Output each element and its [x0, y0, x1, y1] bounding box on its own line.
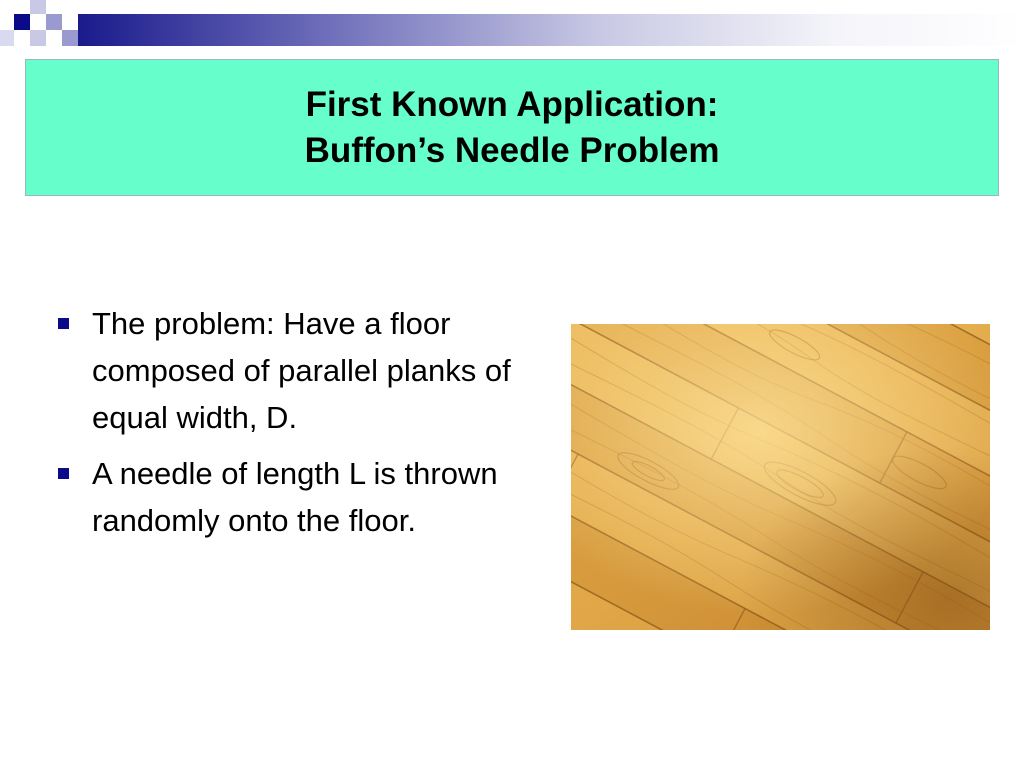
header-gradient-bar [78, 14, 1024, 46]
decor-square [0, 30, 14, 46]
bullet-text: A needle of length L is thrown randomly onto the floor. [92, 456, 498, 538]
title-line-1: First Known Application: [305, 84, 719, 124]
decor-square [30, 30, 46, 46]
decor-square [30, 14, 46, 30]
bullet-list [52, 300, 522, 553]
bullet-item [52, 300, 522, 441]
decor-square [46, 30, 62, 46]
title-line-2: Buffon’s Needle Problem [304, 130, 720, 170]
decor-square [46, 14, 62, 30]
decor-square [14, 14, 30, 30]
square-bullet-icon [58, 468, 69, 479]
wooden-floor-image [571, 324, 990, 630]
decor-square [62, 30, 78, 46]
bullet-text: The problem: Have a floor composed of parallel planks of equal width, D. [92, 306, 511, 435]
square-bullet-icon [58, 318, 69, 329]
decor-square [14, 30, 30, 46]
bullet-item [52, 450, 522, 544]
wooden-floor-planks-icon [571, 324, 990, 630]
slide-title [25, 59, 999, 196]
decor-square [62, 0, 78, 16]
